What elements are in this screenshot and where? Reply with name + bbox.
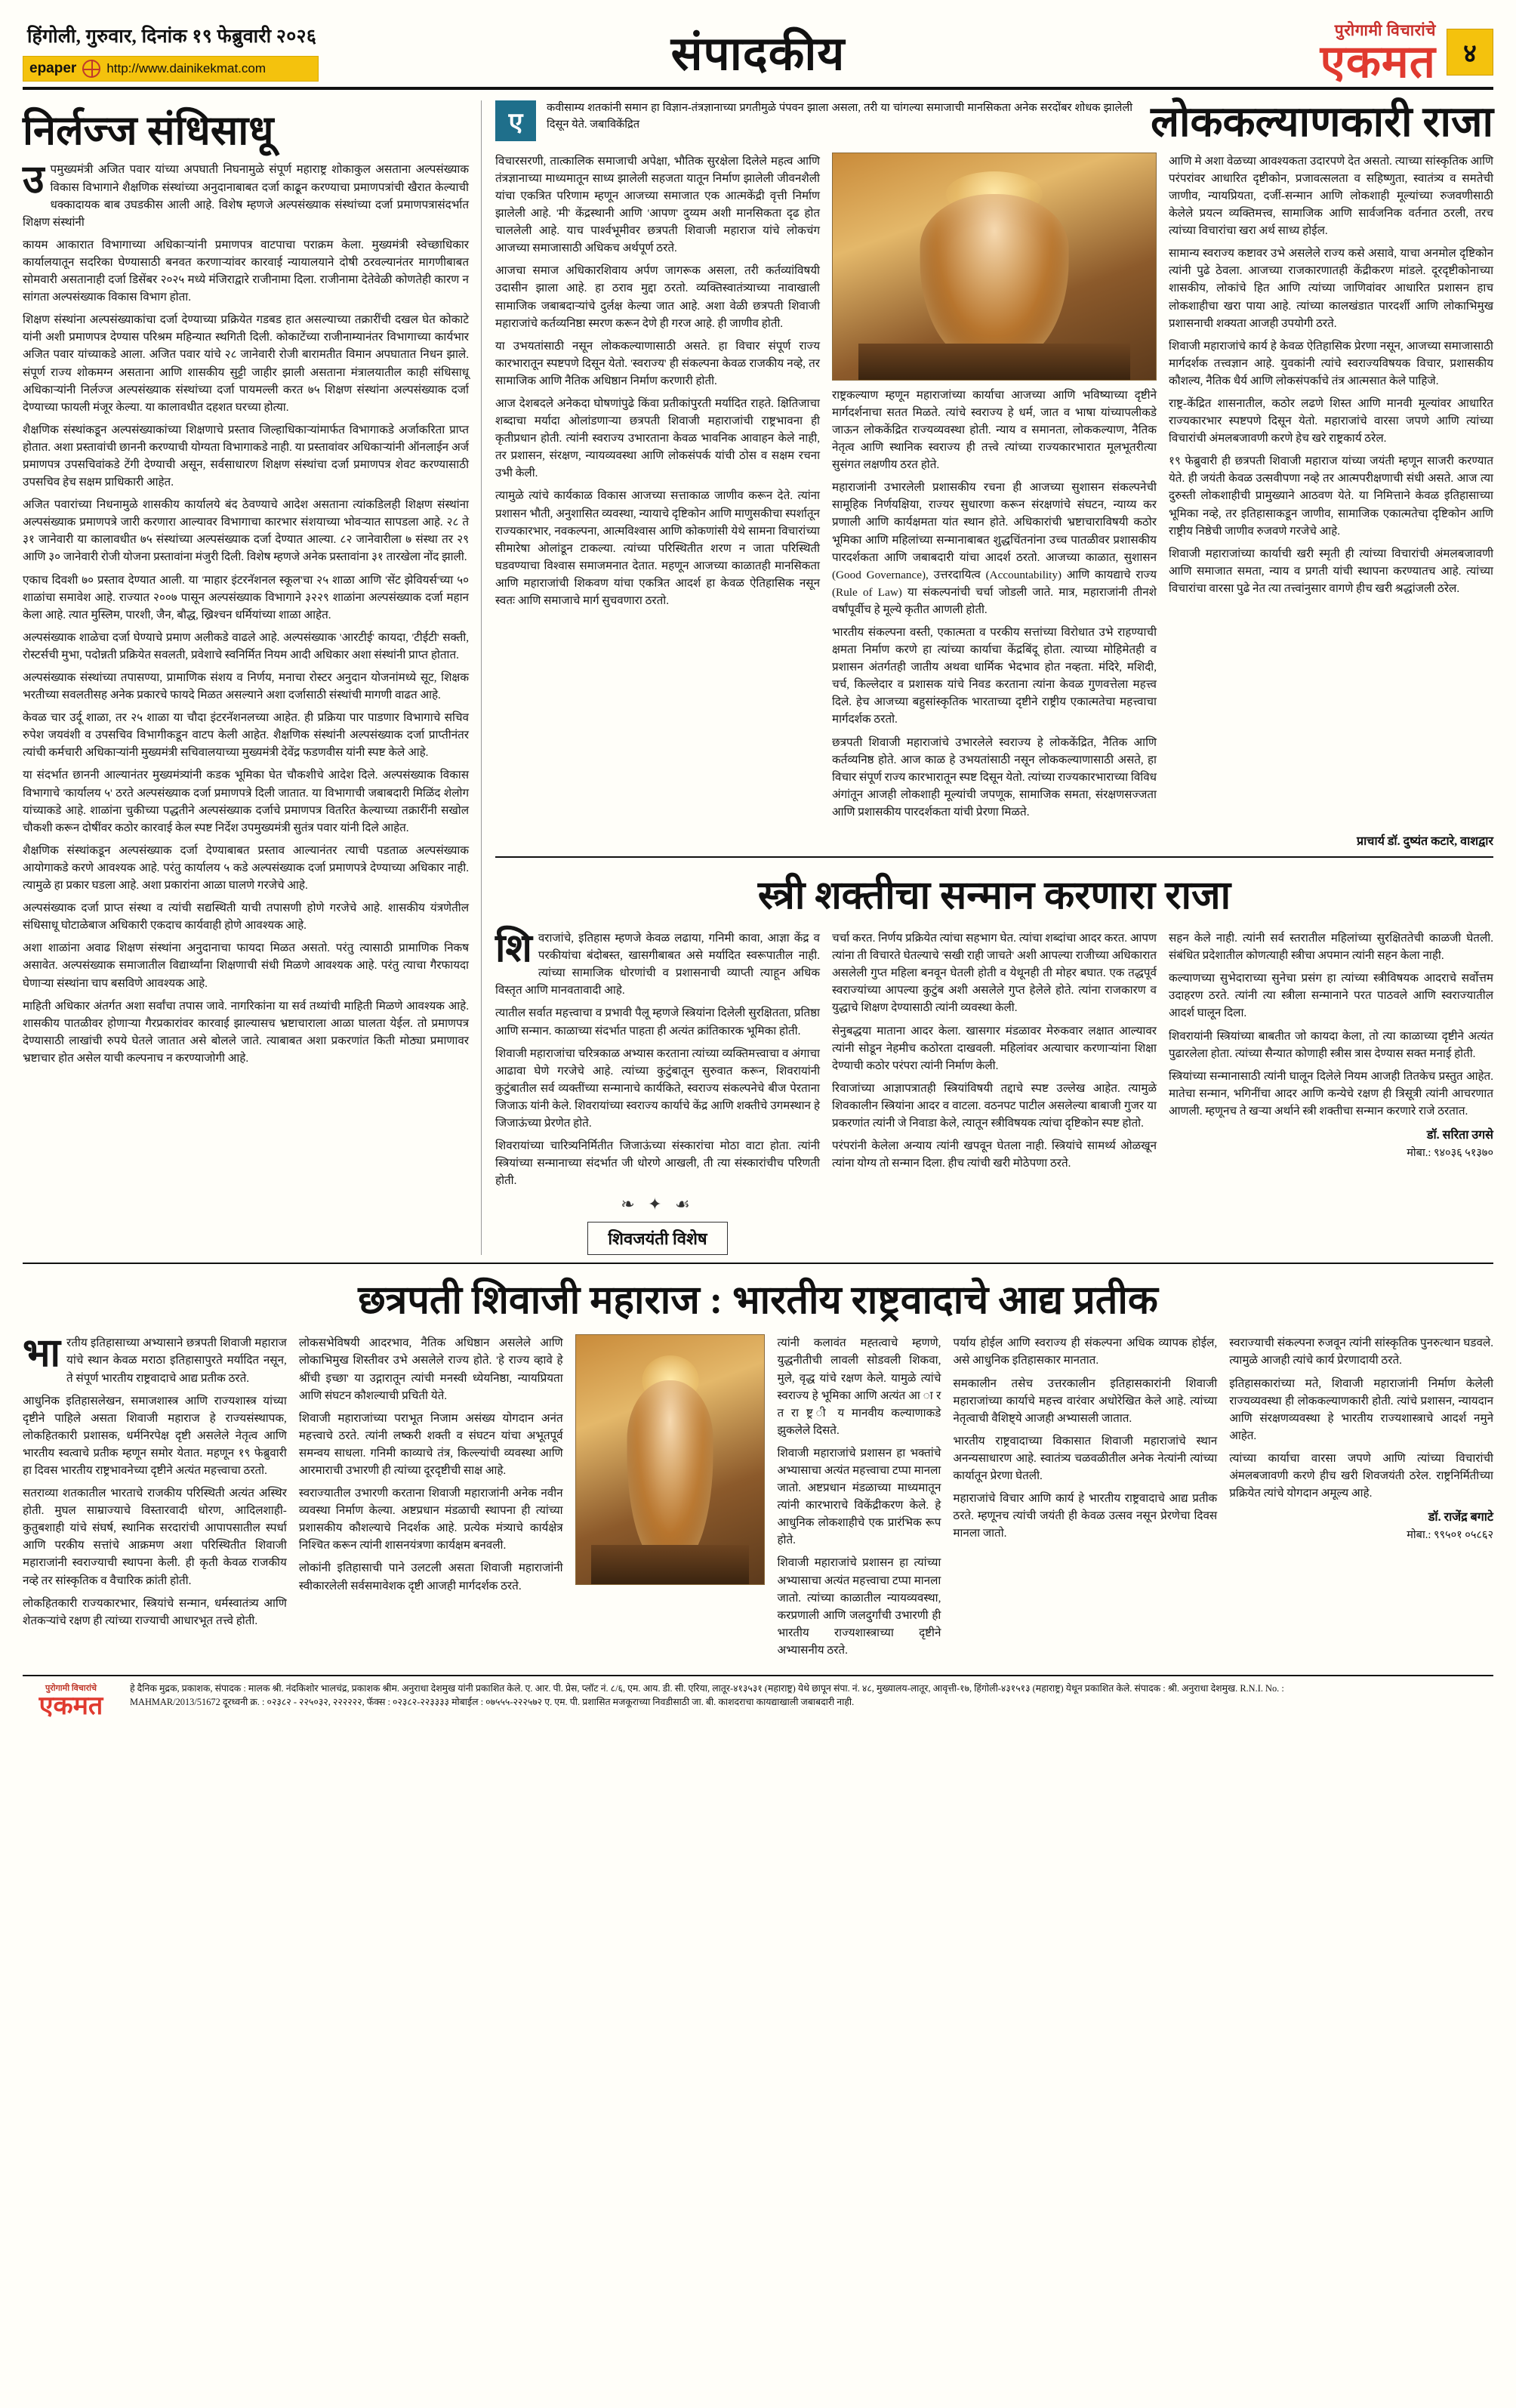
top-section: [23, 100, 1493, 1255]
article4-c4-p1: समकालीन तसेच उत्तरकालीन इतिहासकारांनी शिवाजी महाराजांच्या कार्याचे महत्त्व वारंवार अधोरेखित केले आहे. त्यांच्या नेतृत्वाची वैशिष्ट्ये आजही अभ्यासली जातात.: [953, 1377, 1218, 1425]
publication-date: हिंगोली, गुरुवार, दिनांक १९ फेब्रुवारी २०२६: [27, 26, 317, 47]
article3-c2-p2: रिवाजांच्या आज्ञापत्रातही स्त्रियांविषयी तद्दाचे स्पष्ट उल्लेख आहेत. त्यामुळे शिवकालीन स्त्रियांना आदर व वाटला. वठनपट पाटील असलेल्या बाबाजी गुजर या प्रकरणांत त्यांनी जे निवाडा केले, त्यातून स्त्रीविषयक त्यांचा दृष्टिकोन स्पष्ट होतो.: [832, 1081, 1157, 1130]
article2-c2-p1: महाराजांनी उभारलेली प्रशासकीय रचना ही आजच्या सुशासन संकल्पनेची सामूहिक निर्णयक्षिया, राज्यर सुधारणा करून संरक्षणांचे संघटन, न्याय्य कर प्रणाली आणि कार्यक्षमता यांत स्थान होते. अधिकारांची भ्रष्टाचाराविषयी कठोर भूमिका आणि महिलांच्या सन्मानाबाबत शुद्धचिंतनांना उच्च पातळीवर प्रशासकीय पारदर्शकता आणि जबाबदारी यांचा आदर्श ठरतो. आजच्या काळात, सुशासन (Good Governance), उत्तरदायित्व (Accountability) आणि कायद्याचे राज्य (Rule of Law) या संकल्पनांची चर्चा जोडली जाते. मात्र, महाराजांनी तीनशे वर्षांपूर्वीच हे मूल्ये कृतीत आणली होती.: [832, 481, 1157, 616]
article3-c3-p0: सहन केले नाही. त्यांनी सर्व स्तरातील महिलांच्या सुरक्षिततेची काळजी घेतली. संबंधित प्रदेशातील कोणत्याही स्त्रीचा अपमान त्यांनी सहन केला नाही.: [1169, 932, 1493, 963]
divider-1: [495, 856, 1493, 858]
article4-c1-p3: लोकहितकारी राज्यकारभार, स्त्रियांचे सन्मान, धर्मस्वातंत्र्य आणि शेतकऱ्यांचे रक्षण ही त्यांच्या राज्याची आधारभूत तत्त्वे होती.: [23, 1596, 287, 1627]
article3-c1-p1: त्यातील सर्वात महत्त्वाचा व प्रभावी पैलू म्हणजे स्त्रियांना दिलेली सुरक्षितता, प्रतिष्ठा आणि सन्मान. काळाच्या संदर्भात पाहता ही अत्यंत क्रांतिकारक भूमिका होती.: [495, 1007, 820, 1038]
portrait-base: [858, 344, 1130, 380]
article4-headline: छत्रपती शिवाजी महाराज : भारतीय राष्ट्रवादाचे आद्य प्रतीक: [358, 1279, 1158, 1323]
article3-c1-t0: वराजांचे, इतिहास म्हणजे केवळ लढाया, गनिमी कावा, आज्ञा केंद्र व परकीयांचा बंदोबस्त, खासगीबाबत असे मर्यादित स्वरूपातील नाही. त्यांच्या सामाजिक धोरणांची व प्रशासनाची व्याप्ती त्याहून अधिक विस्तृत आणि मानवतावादी आहे.: [495, 932, 820, 997]
article1-text-0: पमुख्यमंत्री अजित पवार यांच्या अपघाती निघनामुळे संपूर्ण महाराष्ट्र शोकाकुल असताना अल्पसंख्याक विकास विभागाने शैक्षणिक संस्थांच्या अनुदानाबाबत दर्जा काढून करण्याचा प्रमाणपत्रांची खैरात केल्याची धक्कादायक बाब उघडकीस आली आहे. विशेष म्हणजे अल्पसंख्याक संस्थांच्या दर्जा प्रमाणपत्रासंदर्भात शिक्षण संस्थांनी: [23, 163, 469, 229]
portrait-figure: [920, 194, 1069, 362]
article2-dropcap: ए: [495, 100, 536, 141]
divider-2: [23, 1263, 1493, 1264]
article1-para-3: शैक्षणिक संस्थांकडून अल्पसंख्याकांच्या शिक्षणाचे प्रस्ताव जिल्हाधिकाऱ्यांमार्फत विभागाकडे अर्जाकरिता प्राप्त होतात. अशा प्रस्तावांची छाननी करण्याची योग्यता विभागाकडे नाही. या प्रस्तावांवर अधिकाऱ्यांनी ऑनलाईन अर्ज प्रमाणपत्र उपसचिवांकडे टेंगी देण्याची असून, सर्वसाधारण शिक्षण संस्थांचा दर्जा प्रमाणपत्र शेवट करण्यासाठी उपसचिव हेच सक्षम प्राधिकारी आहेत.: [23, 423, 469, 489]
article1-para-5: एकाच दिवशी ७० प्रस्ताव देण्यात आली. या 'माहार इंटरनॅशनल स्कूल'चा २५ शाळा आणि 'सेंट झेवियर्स'च्या ५० शाळांचा समावेश आहे. राज्यात २००७ पासून अल्पसंख्याक विभागाने ३२२९ शाळांना अल्पसंख्याक दर्जा महान केला आहे. त्यात मुस्लिम, पारशी, जैन, बौद्ध, ख्रिश्चन धर्मियांच्या शाळा आहेत.: [23, 573, 469, 621]
article1-para-9: या संदर्भात छाननी आल्यानंतर मुख्यमंत्र्यांनी कडक भूमिका घेत चौकशीचे आदेश दिले. अल्पसंख्याक विकास विभागाचे 'कार्यालय ५' ठरते अल्पसंख्याक दर्जा प्रमाणपत्रे दिली जातात. या विभागाची जबाबदारी मिळिंद शेलोग यांच्याकडे आहे. शाळांना चुकीच्या पद्धतीने अल्पसंख्याक दर्जाचे प्रमाणपत्र वितरित केल्याच्या तक्रारींनी सखोल चौकशी करून दोषींवर कठोर कारवाई केल स्पष्ट निर्देश उपमुख्यमंत्री सुतंत्र पवार यांनी दिले आहेत.: [23, 769, 469, 834]
epaper-url[interactable]: http://www.dainikekmat.com: [106, 60, 267, 76]
article3-c1-p3: शिवरायांच्या चारित्र्यनिर्मितीत जिजाऊंच्या संस्कारांचा मोठा वाटा होता. त्यांनी स्त्रियांच्या सन्मानाच्या संदर्भात जी धोरणे आखली, ती त्या संस्कारांचीच परिणती होती.: [495, 1139, 820, 1188]
article2-c3-p3: राष्ट्र-केंद्रित शासनातील, कठोर लढणे शिस्त आणि मानवी मूल्यांवर आधारित राज्यकारभार स्पष्टपणे दिसून येतो. महाराजांचे वारसा जपणे आणि त्यांच्या विचारांची अंमलबजावणी करणे हेच खरे राष्ट्रकार्य ठरेल.: [1169, 397, 1493, 446]
article4-c3-p1: शिवाजी महाराजांचे प्रशासन हा भक्तांचे अभ्यासाचा अत्यंत महत्त्वाचा टप्पा मानला जातो. अष्टप्रधान मंडळाच्या माध्यमातून त्यांनी कारभाराचे विकेंद्रीकरण केले. हे आधुनिक लोकशाहीचे एक प्रारंभिक रूप होते.: [777, 1446, 941, 1547]
footer-logo-name: एकमत: [39, 1692, 103, 1721]
article1-headline: निर्लज्ज संधिसाधू: [23, 108, 274, 153]
article2-lead-intro: कवीसाम्य शतकांनी समान हा विज्ञान-तंत्रज्ञानाच्या प्रगतीमुळे पंपवन झाला असला, तरी या चांगल्या समाजाची मानसिकता अनेक सरदोंबर शोधक झालेली दिसून येते. जबाविकेंद्रित: [547, 102, 1133, 131]
article2-c3-p1: सामान्य स्वराज्य कष्टावर उभे असलेले राज्य कसे असावे, याचा अनमोल दृष्टिकोन त्यांनी पुढे ठेवला. आजच्या राजकारणातही केंद्रीकरण मांडले. दूरदृष्टीकोनाच्या शासकीय, लोकांचे हित आणि त्यांच्या जाणिवांवर आधारित प्रशासन हाच लोकशाहीचा खरा पाया आहे. त्यांच्या कालखंडात पारदर्शी आणि लोकाभिमुख प्रशासनाची शक्यता आजही उपयोगी ठरते.: [1169, 247, 1493, 330]
article4-c3-p2: शिवाजी महाराजांचे प्रशासन हा त्यांच्या अभ्यासाचा अत्यंत महत्त्वाचा टप्पा मानला जातो. त्यांच्या काळातील न्यायव्यवस्था, करप्रणाली आणि जलदुर्गांची उभारणी ही भारतीय राज्यशास्त्राच्या दृष्टीने अभ्यासनीय ठरते.: [777, 1556, 941, 1657]
article4-col4: [953, 1334, 1217, 1664]
article3-dropcap: शि: [495, 927, 532, 971]
article3-byline: [1169, 1126, 1493, 1160]
article1-para-4: अजित पवारांच्या निधनामुळे शासकीय कार्यालये बंद ठेवण्याचे आदेश असताना त्यांकडिलही शिक्षण संस्थांना अल्पसंख्याक प्रमाणपत्रे जारी करणारा आल्यावर विभागाचा कारभार संशयाच्या भोवऱ्यात सापडला आहे. २८ ते ३१ जानेवारी या कालावधीत ७५ संस्थांच्या अल्पसंख्याक दर्जा देण्यात आल्या. ८२ जानेवारीला ७ संस्था तर २९ आणि ३० जानेवारी रोजी योजना प्रस्तावांना मंजुरी दिली. विशेष म्हणजे अनेक प्रस्तावांना ३१ तारखेला नोंद झाली.: [23, 498, 469, 564]
article2-c3-p4: १९ फेब्रुवारी ही छत्रपती शिवाजी महाराज यांच्या जयंती म्हणून साजरी करण्यात येते. ही जयंती केवळ उत्सवीपणा नव्हे तर आत्मपरीक्षणाची संधी असते. आज त्या दुरुस्ती लोकशाहीची प्रामुख्याने आठवण येते. या निमित्ताने केवळ इतिहासाच्या भूमिका नव्हे, तर इतिहासाकडून जाणीव, सामाजिक एकात्मतेचा दृष्टिकोन आणि राष्ट्रीय निष्ठेची जाणीव रुजवणे गरजेचे आहे.: [1169, 455, 1493, 538]
article3-byline-mobile: मोबा.: ९४०३६ ५१३७०: [1407, 1146, 1493, 1159]
article4-byline-name: डॉ. राजेंद्र बगाटे: [1428, 1511, 1493, 1525]
article1-para-12: अशा शाळांना अवाढ शिक्षण संस्थांना अनुदानाचा फायदा मिळत असतो. परंतु त्यासाठी प्रामाणिक निकष असावेत. अल्पसंख्याक समाजातील विद्यार्थ्यांना शिक्षणाची संधी मिळणे आवश्यक आहे. परंतु त्याचा गैरफायदा घेणाऱ्या संस्थांना चाप बसविणे आवश्यक आहे.: [23, 942, 469, 990]
article-rashtravad: [23, 1272, 1493, 1664]
article2-col2: [832, 153, 1157, 826]
masthead-left: [23, 20, 377, 84]
article4-c4-p3: महाराजांचे विचार आणि कार्य हे भारतीय राष्ट्रवादाचे आद्य प्रतीक ठरते. म्हणूनच त्यांची जयंती ही केवळ उत्सव नसून प्रेरणेचा दिवस मानला जातो.: [953, 1492, 1218, 1540]
article2-columns: [495, 153, 1493, 826]
article1-para-13: माहिती अधिकार अंतर्गत अशा सर्वांचा तपास जावे. नागरिकांना या सर्व तथ्यांची माहिती मिळणे आवश्यक आहे. शासकीय पातळीवर होणाऱ्या गैरप्रकारांवर कारवाई झाल्यासच भ्रष्टाचाराला आळा घालता येईल. तो प्रमाणपत्र देण्यासाठी लाखांची रुपये घेतले जातात असे बोलले जाते. त्याबाबत अशा प्रकरणांत किती मोठ्या प्रमाणावर भ्रष्टाचार होत असेल याची कल्पनाच न करण्याजोगी आहे.: [23, 999, 469, 1065]
article2-col1: [495, 153, 820, 826]
painting-figure: [627, 1380, 713, 1565]
article1-para-7: अल्पसंख्याक संस्थांच्या तपासण्या, प्रामाणिक संशय व निर्णय, मनाचा रोस्टर अनुदान योजनांमध्ये सूट, शिक्षक भरतीच्या सवलतीसह अनेक प्रकारचे फायदे मिळत असल्याने अशा दर्जासाठी संस्थांची मागणी वाढत आहे.: [23, 671, 469, 702]
article-lokkalyankari: [495, 100, 1493, 1255]
article3-c1-p2: शिवाजी महाराजांचा चरित्रकाळ अभ्यास करताना त्यांच्या व्यक्तिमत्त्वाचा व अंगाचा आढावा घेणे गरजेचे आहे. त्यांच्या कुटुंबातून सुरुवात करून, शिवरायांनी कुटुंबातील सर्व व्यक्तींच्या सन्मानाचे कार्यकिते, स्वराज्य संकल्पनेचे बीज पेरताना जिजाऊ यांनी केले. शिवरायांच्या स्वराज्य कार्याचे केंद्र आणि शक्तीचे उगमस्थान हे जिजाऊंच्या प्रेरणेत होते.: [495, 1047, 820, 1130]
shivjayanti-badge-wrap: [495, 1214, 820, 1255]
article2-c1-p4: त्यामुळे त्यांचे कार्यकाळ विकास आजच्या सत्ताकाळ जाणीव करून देते. त्यांना प्रशासन भौती, अनुशासित व्यवस्था, न्यायाचे दृष्टिकोन आणि माणुसकीचा स्पर्शातून राज्यकारभार, नवकल्पना, आत्मविश्वास आणि कोकणांसी येथे सामना विचारांच्या सीमारेषा ओलांडून टाकल्या. त्यांच्या परिस्थितीत शरण न जाता परिस्थिती घडवण्याचा विश्वास समाजमनात देतात. महणून आजच्या काळातही मानसिकता आणि महाराजांची शिकवण यांचा एकत्रित आदर्श हा केवळ ऐतिहासिक नसून स्वतः आणि समाजाचे मार्ग सुचवणारा ठरतो.: [495, 489, 820, 608]
article2-c2-p3: छत्रपती शिवाजी महाराजांचे उभारलेले स्वराज्य हे लोककेंद्रित, नैतिक आणि कर्तव्यनिष्ठ होते. आज काळ हे उभयतांसाठी नसून लोककल्याणासाठी असते, हा विचार संपूर्ण राज्य कारभारातून स्पष्ट दिसून येतो. त्यांच्या राज्यकारभाराच्या विविध अंगांतून आजही लोकशाही मूल्यांची जपणूक, सामाजिक समता, संरक्षणसज्जता आणि प्रशासकीय पारदर्शकता यांची प्रेरणा मिळते.: [832, 735, 1157, 819]
brand-tagline: पुरोगामी विचारांचे: [1334, 21, 1436, 39]
article3-byline-name: डॉ. सरिता उगसे: [1426, 1128, 1493, 1142]
article2-c1-p3: आज देशबदले अनेकदा घोषणांपुढे किंवा प्रतीकांपुरती मर्यादित राहते. क्षितिजाचा शब्दाचा मर्यादा ओलांडणाऱ्या छत्रपती शिवाजी महाराजांची राष्ट्रभावना ही कृतीप्रधान होती. त्यांनी स्वराज्य उभारताना केवळ भावनिक आवाहन केले नाही, तर प्रशासन, संरक्षण, न्यायव्यवस्था आणि लोकसंपर्क यांची ठोस व सक्षम रचना उभी केली.: [495, 397, 820, 480]
article3-headline: स्त्री शक्तीचा सन्मान करणारा राजा: [757, 874, 1231, 918]
article3-c3-p3: स्त्रियांच्या सन्मानासाठी त्यांनी घालून दिलेले नियम आजही तितकेच प्रस्तुत आहेत. मातेचा सन्मान, भगिनींचा आदर आणि कन्येचे रक्षण ही त्रिसूत्री त्यांनी आचरणात आणली. म्हणूनच ते खऱ्या अर्थाने स्त्री शक्तीचा सन्मान करणारे राजे ठरतात.: [1169, 1069, 1493, 1118]
article4-c1-p2: सतराव्या शतकातील भारताचे राजकीय परिस्थिती अत्यंत अस्थिर होती. मुघल साम्राज्याचे विस्तारवादी धोरण, आदिलशाही-कुतुबशाही यांचे संघर्ष, स्थानिक सरदारांची आपापसातील स्पर्धा आणि परकीय सत्तांचे आक्रमण अशा परिस्थितीत शिवाजी महाराजांनी स्वराज्याची स्थापना केली. ही कृती केवळ राजकीय नव्हे तर सांस्कृतिक व वैचारिक क्रांती होती.: [23, 1487, 287, 1587]
painting-base: [591, 1545, 750, 1585]
article4-c4-p0: पर्याय होईल आणि स्वराज्य ही संकल्पना अधिक व्यापक होईल, असे आधुनिक इतिहासकार मानतात.: [953, 1337, 1218, 1367]
article-stree-shakti: [495, 867, 1493, 1255]
article1-para-6: अल्पसंख्याक शाळेचा दर्जा घेण्याचे प्रमाण अलीकडे वाढले आहे. अल्पसंख्याक 'आरटीई' कायदा, 'टीईटी' सक्ती, रोस्टर्सची मुभा, पदोन्नती प्रक्रियेत सवलती, प्रवेशाचे स्वनिर्मित नियम आदी अधिकार अशा संस्थांनी प्राप्त होतात.: [23, 631, 469, 661]
article4-c5-p0: स्वराज्याची संकल्पना रुजवून त्यांनी सांस्कृतिक पुनरुत्थान घडवले. त्यामुळे आजही त्यांचे कार्य प्रेरणादायी ठरते.: [1229, 1337, 1493, 1367]
article4-col3: [777, 1334, 941, 1664]
masthead-right: [1139, 20, 1493, 87]
article1-para-11: अल्पसंख्याक दर्जा प्राप्त संस्था व त्यांची सद्यस्थिती याची तपासणी होणे गरजेचे आहे. शासकीय यंत्रणेतील संधिसाधू घोटाळेबाज अधिकारी एकदाच कार्यवाही होणे आवश्यक आहे.: [23, 902, 469, 933]
article2-c3-p2: शिवाजी महाराजांचे कार्य हे केवळ ऐतिहासिक प्रेरणा नसून, आजच्या समाजासाठी मार्गदर्शक तत्त्वज्ञान आहे. युवकांनी त्यांचे स्वराज्यविषयक विचार, प्रशासकीय कौशल्य, नैतिक धैर्य आणि लोकसंपर्काचे तंत्र आत्मसात केले पाहिजे.: [1169, 339, 1493, 387]
article4-c1-p0: [23, 1334, 287, 1386]
article4-columns: [23, 1334, 1493, 1664]
article4-byline-mobile: मोबा.: ९९५०१ ०५८६२: [1407, 1529, 1493, 1542]
article3-c2-p1: सेनुबद्धया माताना आदर केला. खासगार मंडळावर मेरुकवार लक्षात आल्यावर त्यांनी सोडून नेहमीच कठोरता दाखवली. महिलांवर अत्याचार करणाऱ्यांना शिक्षा देण्याची कठोर परंपरा त्यांनी निर्माण केली.: [832, 1024, 1157, 1072]
article2-c1-p1: आजचा समाज अधिकारशिवाय अर्पण जागरूक असला, तरी कर्तव्यांविषयी उदासीन झाला आहे. हा ठराव मुद्दा ठरतो. व्यक्तिस्वातंत्र्याच्या नावाखाली सामाजिक जबाबदाऱ्यांचे दुर्लक्ष केल्या जात आहे. अशा वेळी छत्रपती शिवाजी महाराजांचे कर्तव्यनिष्ठा स्मरण करून देणे ही गरज आहे. ही जाणीव होती.: [495, 264, 820, 330]
article4-c1-p1: आधुनिक इतिहासलेखन, समाजशास्त्र आणि राज्यशास्त्र यांच्या दृष्टीने पाहिले असता शिवाजी महाराज हे राज्यसंस्थापक, लोकहितकारी प्रशासक, धर्मनिरपेक्ष दृष्टी असलेले नेतृत्व आणि भारतीय स्वत्वाचे प्रतीक म्हणून समोर येतात. महणून १९ फेब्रुवारी हा दिवस भारतीय राष्ट्रभावनेच्या दृष्टीने अत्यंत महत्त्वाचा ठरतो.: [23, 1394, 287, 1478]
shivaji-portrait-photo: [832, 153, 1157, 381]
brand-logo: [1320, 20, 1436, 87]
article1-para-8: केवळ चार उर्दू शाळा, तर २५ शाळा या चौदा इंटरनॅशनलच्या आहेत. ही प्रक्रिया पार पाडणार विभागाचे सचिव रुपेश जयवंशी व उपसचिव विभागीकडून वाटप केली आहेत. शैक्षणिक संस्थांनी अल्पसंख्याक दर्जा प्राप्तीनंतर त्यांची कर्मचारी अधिकाऱ्यांनी मुख्यमंत्री सचिवालयाच्या मुख्यमंत्री देवेंद्र फडणवीस यांनी स्पष्ट केले आहे.: [23, 711, 469, 760]
article1-para-2: शिक्षण संस्थांना अल्पसंख्याकांचा दर्जा देण्याच्या प्रक्रियेत गडबड हात असल्याच्या तक्रारींची दखल घेत कोकाटे यांनी अशी प्रमाणपत्र देण्यास परिश्रम महिन्यात स्थगिती दिली. कोकाटेंच्या राजीनाम्यानंतर विभागाच्या कार्यभार अजित पवार यांच्याकडे आला. अजित पवार यांचे २८ जानेवारी रोजी बारामतीत विमान अपघातात निधन झाले. संपूर्ण राज्य शोकमग्न असताना आणि शासकीय सुट्टी जाहीर झाली असताना मंत्रालयातील काही संधिसाधू अधिकाऱ्यांनी निर्लज्ज अल्पसंख्याक संस्थांच्या दर्जा पायमल्ली करत ७५ शिक्षण संस्थांना अल्पसंख्याक दर्जा देण्याच्या फायली मंजूर केल्या. या कालावधीत दहशत घरच्या होत्या.: [23, 313, 469, 414]
shivjayanti-badge: शिवजयंती विशेष: [587, 1222, 727, 1255]
article4-c2-p3: लोकांनी इतिहासाची पाने उलटली असता शिवाजी महाराजांनी स्वीकारलेली सर्वसमावेशक दृष्टी आजही मार्गदर्शक ठरते.: [298, 1562, 563, 1592]
epaper-bar[interactable]: [23, 56, 319, 82]
article3-col3: [1169, 930, 1493, 1255]
footer-line-1: हे दैनिक मुद्रक, प्रकाशक, संपादक : मालक श्री. नंदकिशोर भालचंद्र, प्रकाशक श्रीम. अनुराधा देशमुख यांनी प्रकाशित केले. ए. आर. पी. प्रेस, प्लॉट नं. ८/६, एम. आय. डी. सी. एरिया, लातूर-४१३५३१ (महाराष्ट्र) येथे छापून संपा. नं. ४८, मुख्यालय-लातूर, आवृत्ती-१७, हिंगोली-४३१५१३ (महाराष्ट्र) येथून प्रकाशित केले. संपादक : श्री. अनुराधा देशमुख. R.N.I. No. :: [130, 1683, 1284, 1694]
article2-c1-p0: विचारसरणी, तात्कालिक समाजाची अपेक्षा, भौतिक सुरक्षेला दिलेले महत्व आणि तंत्रज्ञानाच्या माध्यमातून साध्य झालेली सहजता यातून निर्माण झालेली जीवनशैली यांचा एकत्रित परिणाम म्हणून आजच्या समाजात एक आत्मकेंद्री वृत्ती निर्माण झालेली आहे. 'मी' केंद्रस्थानी आणि 'आपण' दुय्यम अशी मानसिकता दृढ होत चाललेली आहे. याच पार्श्वभूमीवर छत्रपती शिवाजी महाराज यांचे लोकचंग आजच्या समाजासाठी अधिकच अर्थपूर्ण ठरते.: [495, 154, 820, 255]
footer-logo-tagline: पुरोगामी विचारांचे: [45, 1684, 97, 1694]
page-footer: [23, 1675, 1493, 1719]
article4-col1: [23, 1334, 287, 1664]
article4-c1-t0: रतीय इतिहासाच्या अभ्यासाने छत्रपती शिवाजी महाराज यांचे स्थान केवळ मराठा इतिहासापुरते मर्यादित नसून, ते संपूर्ण भारतीय राष्ट्रवादाचे आद्य प्रतीक ठरते.: [66, 1337, 287, 1385]
article3-c3-p2: शिवरायांनी स्त्रियांच्या बाबतीत जो कायदा केला, तो त्या काळाच्या दृष्टीने अत्यंत पुढारलेला होता. त्यांच्या सैन्यात कोणाही स्त्रीस त्रास देण्यास सक्त मनाई होती.: [1169, 1029, 1493, 1060]
article2-head-block: [495, 100, 1493, 145]
article2-c2-p2: भारतीय संकल्पना वस्ती, एकात्मता व परकीय सत्तांच्या विरोधात उभे राहण्याची क्षमता निर्माण करणे हा त्यांच्या कार्याचा केंद्रबिंदू होता. त्याच्या मोहिमेतही व प्रशासन अंतर्गतही जातीय अथवा धार्मिक भेदभाव होत नव्हता. मंदिरे, मशिदी, चर्च, किल्लेदार व प्रशासक यांचे निवड करताना त्यांना केवळ गुणवत्तेला महत्त्व दिले. हेच आजच्या बहुसांस्कृतिक भारताच्या दृष्टीने राष्ट्रीय एकात्मतेचा महत्त्वाचा मार्गदर्शक ठरतो.: [832, 626, 1157, 726]
article4-c2-p0: लोकसभेविषयी आदरभाव, नैतिक अधिष्ठान असलेले आणि लोकाभिमुख शिस्तीवर उभे असलेले राज्य होते. 'हे राज्य व्हावे हे श्रींची इच्छा' या उद्गारातून त्यांची मनस्वी ध्येयनिष्ठा, न्यायप्रियता आणि संघटन कौशल्याची प्रचिती येते.: [298, 1337, 563, 1402]
masthead: [23, 20, 1493, 90]
page-number: ४: [1447, 29, 1493, 76]
footer-logo: [23, 1682, 119, 1719]
article2-headline: लोककल्याणकारी राजा: [1151, 99, 1493, 146]
article4-c4-p2: भारतीय राष्ट्रवादाच्या विकासात शिवाजी महाराजांचे स्थान अनन्यसाधारण आहे. स्वातंत्र्य चळवळीतील अनेक नेत्यांनी त्यांच्या कार्यातून प्रेरणा घेतली.: [953, 1434, 1218, 1483]
article4-c2-p1: शिवाजी महाराजांच्या पराभूत निजाम असंख्य योगदान अनंत महत्त्वाचे ठरते. त्यांनी लष्करी शक्ती व संघटन यांचा अभूतपूर्व समन्वय साधला. गनिमी काव्याचे तंत्र, किल्ल्यांची व्यवस्था आणि आरमाराची उभारणी ही त्यांच्या दूरदृष्टीची साक्ष आहे.: [298, 1411, 563, 1478]
article4-byline: [1229, 1508, 1493, 1542]
article3-c2-p3: परंपरांनी केलेला अन्याय त्यांनी खपवून घेतला नाही. स्त्रियांचे सामर्थ्य ओळखून त्यांना योग्य तो सन्मान दिला. हीच त्यांची खरी मोठेपणा ठरते.: [832, 1139, 1157, 1170]
article4-dropcap: भा: [23, 1332, 61, 1376]
article2-col3: [1169, 153, 1493, 826]
article4-c2-p2: स्वराज्यातील उभारणी करताना शिवाजी महाराजांनी अनेक नवीन व्यवस्था निर्माण केल्या. अष्टप्रधान मंडळाची स्थापना ही त्यांच्या प्रशासकीय कौशल्याचे निदर्शक आहे. प्रत्येक मंत्र्याचे कार्यक्षेत्र निश्चित करून त्यांनी शासनयंत्रणा कार्यक्षम बनवली.: [298, 1487, 563, 1552]
article4-c3-p0: त्यांनी कलावंत मह्तत्वाचे म्हणणे, युद्धनीतीची लावली सोडवली शिकवा, मुले, वृद्ध यांचे रक्षण केले. यामुळे त्यांचे स्वराज्य हे भूमिका आणि अत्यंत आ ा र त रा ष्ट्र ी य मानवीय कल्याणाकडे झुकलेले दिसते.: [777, 1337, 941, 1437]
article1-para-10: शैक्षणिक संस्थांकडून अल्पसंख्याक दर्जा देण्याबाबत प्रस्ताव आल्यानंतर त्याची पडताळ अल्पसंख्याक आयोगाकडे करणे आवश्यक आहे. परंतु कार्यालय ५ कडे अल्पसंख्याक दर्जा प्रमाणपत्रे देण्याच्या अधिकार नाही. त्यामुळे हा प्रकार घडला आहे. अशा प्रकारांना आळा घालणे गरजेचे आहे.: [23, 843, 469, 893]
article4-col2: [299, 1334, 563, 1664]
article3-col1: [495, 927, 820, 1255]
article3-c3-p1: कल्याणच्या सुभेदाराच्या सुनेचा प्रसंग हा त्यांच्या स्त्रीविषयक आदराचे सर्वोत्तम उदाहरण ठरते. त्यांनी त्या स्त्रीला सन्मानाने परत पाठवले आणि स्वराज्यातील आदर्श घालून दिला.: [1169, 972, 1493, 1020]
globe-icon: [82, 60, 100, 78]
page-title: संपादकीय: [670, 28, 846, 80]
article1-dropcap: उ: [23, 159, 45, 202]
masthead-center: [377, 20, 1139, 84]
shivaji-painting-photo: [575, 1334, 766, 1585]
article4-photo-col: [575, 1334, 766, 1664]
article1-para-1: कायम आकारात विभागाच्या अधिकाऱ्यांनी प्रमाणपत्र वाटपाचा पराक्रम केला. मुख्यमंत्री स्वेच्छाधिकार कार्यालयातून सदरिका घेण्यासाठी बनवत करणाऱ्यांवर कारवाई न्यायालयाने दोषी ठरवल्यानंतर मागणीबाबत सोमवारी असतानाही दर्जा डिसेंबर २०२५ मध्ये मंजिराद्वारे राजीनामा दिला. राजीनामा देतेवेळी कोणतेही कारण न सांगता अल्पसंख्याक विकास विभाग होता.: [23, 238, 469, 304]
article1-para-0: [23, 161, 469, 230]
article2-c1-p2: या उभयतांसाठी नसून लोककल्याणासाठी असते. हा विचार संपूर्ण राज्य कारभारातून स्पष्टपणे दिसून येतो. 'स्वराज्य' ही संकल्पना केवळ राजकीय नव्हे, तर सामाजिक आणि नैतिक अधिष्ठान निर्माण करणारी होती.: [495, 339, 820, 387]
article2-c3-p5: शिवाजी महाराजांच्या कार्याची खरी स्मृती ही त्यांच्या विचारांची अंमलबजावणी आणि समाजात समता, न्याय व प्रगती यांची स्थापना करण्यातच आहे. त्यांच्या विचारांचा वारसा पुढे नेत त्या तत्त्वांनुसार वागणे हीच खरी श्रद्धांजली ठरेल.: [1169, 547, 1493, 595]
article2-c2-p0: राष्ट्रकल्याण म्हणून महाराजांच्या कार्याचा आजच्या आणि भविष्याच्या दृष्टीने मार्गदर्शनाचा सतत मिळते. त्यांचे स्वराज्य हे धर्म, जात व भाषा यांच्यापलीकडे जाऊन लोककेंद्रित राज्यव्यवस्था होती. न्याय व समानता, लोककल्याण, नैतिक नेतृत्व आणि स्थानिक स्वराज्य ही तत्त्वे त्यांच्या राज्यकारभारात मूलभूतरीत्या सुसंगत लक्षणीय ठरत होते.: [832, 388, 1157, 472]
article2-byline: प्राचार्य डॉ. दुष्यंत कटारे, वाशद्वार: [1357, 835, 1493, 849]
footer-imprint: [130, 1682, 1493, 1710]
article2-c3-p0: आणि मे अशा वेळच्या आवश्यकता उदारपणे देत असतो. त्याच्या सांस्कृतिक आणि परंपरांवर आधारित दृष्टीकोन, प्रजावत्सलता व सहिष्णुता, स्वातंत्र्य व समतेची जाणीव, न्यायप्रियता, दर्जी-सन्मान आणि लोकशाही मूल्यांच्या रुजवणीसाठी केलेले प्रयत्न व्यक्तिमत्त्व, सामाजिक आणि सार्वजनिक वर्तनात ठरली, तरच त्यांच्या विचारांचा खरा अर्थ साध्य होईल.: [1169, 154, 1493, 238]
epaper-label: epaper: [29, 60, 77, 76]
footer-line-2: MAHMAR/2013/51672 दूरध्वनी क्र. : ०२३८२ - २२५०३२, २२२२२२, फॅक्स : ०२३८२-२२३३३३ मोबाईल : ०७५५५-२२२५७२ ए. एम. पी. प्रशासित मजकूराच्या निवडीसाठी जा. बी. काशदराचा कायद्याखाली जबाबदारी नाही.: [130, 1697, 855, 1708]
article3-c2-p0: चर्चा करत. निर्णय प्रक्रियेत त्यांचा सहभाग घेत. त्यांचा शब्दांचा आदर करत. आपण त्यांना ती विचारते घेतल्याचे 'सखी राही जाचते' अशी आपल्या राजीच्या अधिकारात असलेली गुप्त महिला बनवून घेतली होती व येथूनही ती मोहर बघात. एक तद्धपूर्व स्वराज्यांच्या आपल्या कुटुंब अशी असलेले गुप्त हेलेले होते. त्यांना राजकारण व युद्धाचे शिक्षण देण्यासाठी त्यांनी व्यवस्था केली.: [832, 932, 1157, 1015]
article4-c5-p1: इतिहासकारांच्या मते, शिवाजी महाराजांनी निर्माण केलेली राज्यव्यवस्था ही लोककल्याणकारी होती. त्यांचे प्रशासन, न्यायदान आणि संरक्षणव्यवस्था हे भारतीय राज्यशास्त्राचे आदर्श नमुने आहेत.: [1229, 1377, 1493, 1442]
article3-columns: [495, 927, 1493, 1255]
article4-c5-p2: त्यांच्या कार्याचा वारसा जपणे आणि त्यांच्या विचारांची अंमलबजावणी करणे हीच खरी शिवजयंती ठरेल. राष्ट्रनिर्मितीच्या प्रक्रियेत त्यांचे योगदान अमूल्य आहे.: [1229, 1451, 1493, 1500]
ornament-divider: ❧ ✦ ☙: [621, 1195, 695, 1214]
article-editorial: [23, 100, 482, 1255]
brand-name: एकमत: [1320, 37, 1436, 87]
article4-col5: [1229, 1334, 1493, 1664]
article3-c1-p0: [495, 927, 820, 999]
article3-col2: [832, 930, 1157, 1255]
